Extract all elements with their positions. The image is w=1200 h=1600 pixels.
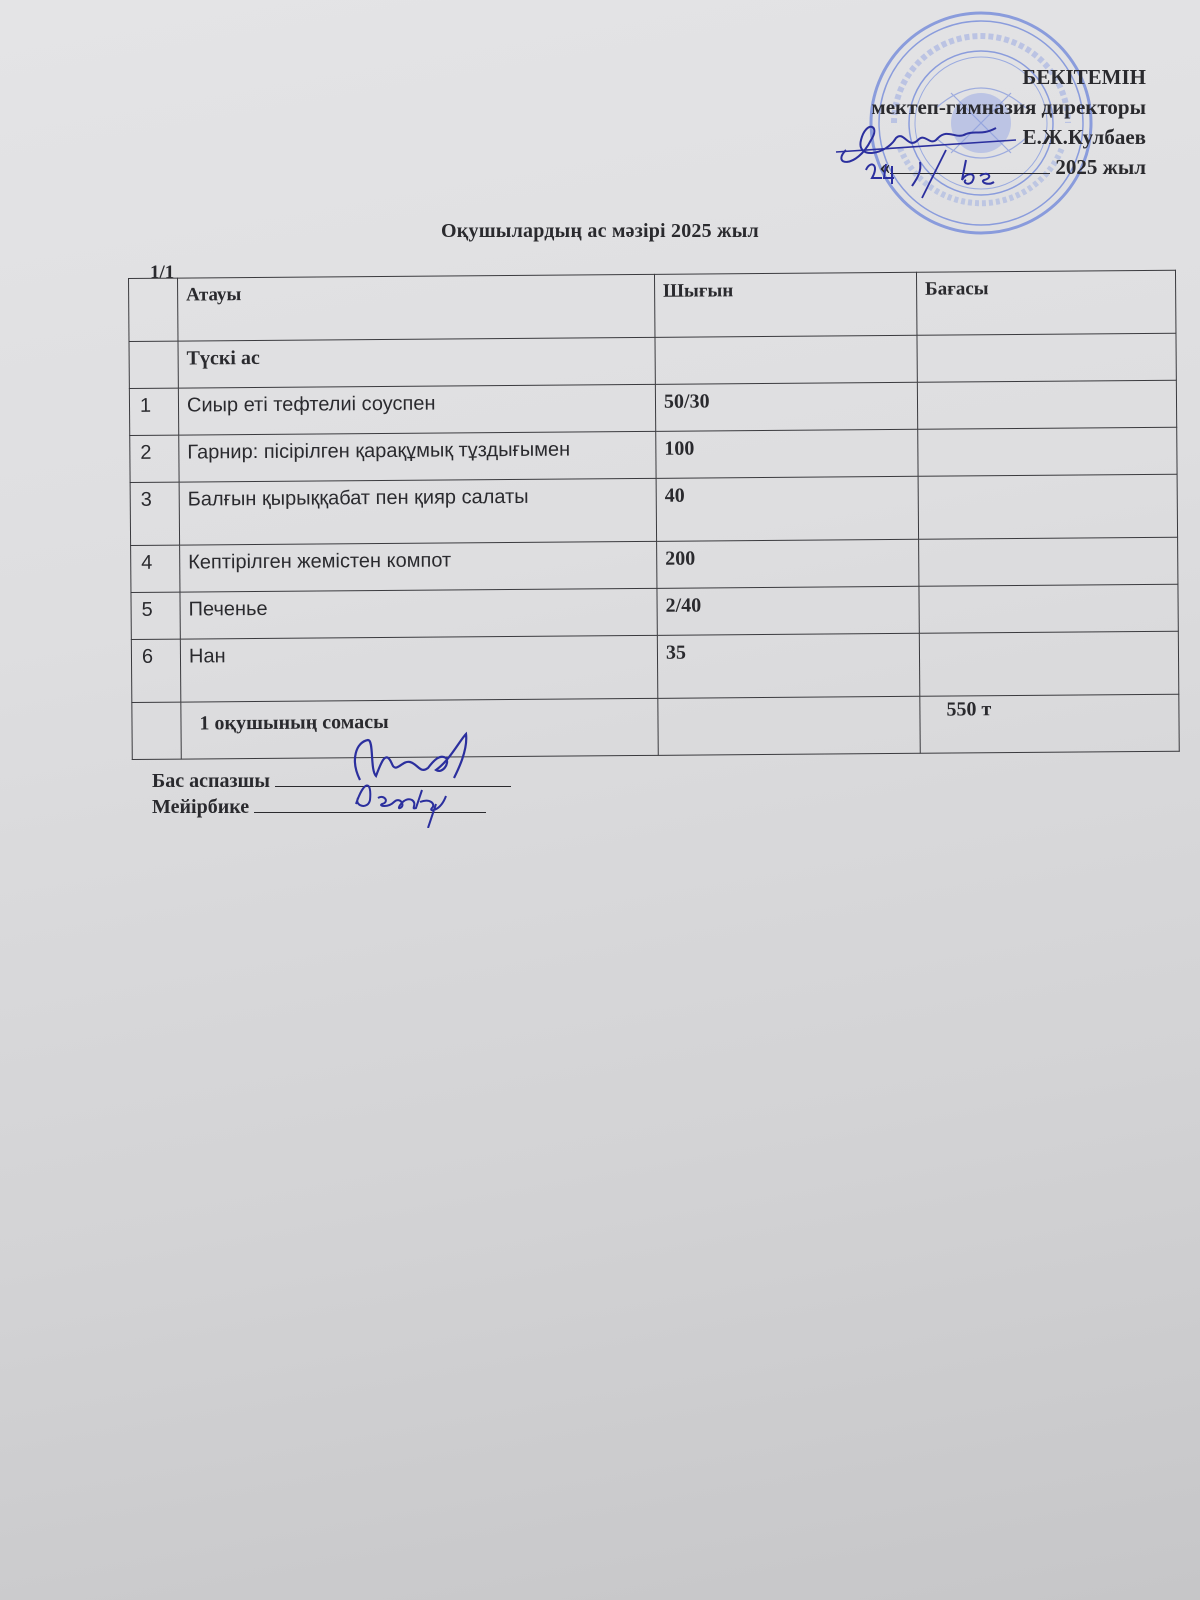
header-output: Шығын	[654, 272, 916, 337]
row-output: 35	[657, 633, 919, 698]
row-output: 50/30	[655, 382, 917, 431]
page-number: 1/1	[150, 262, 175, 283]
header-price: Бағасы	[916, 270, 1175, 335]
row-number: 1	[129, 388, 178, 435]
row-number: 2	[130, 435, 179, 482]
table-row	[130, 474, 1177, 545]
row-number: 6	[131, 639, 180, 702]
section-output-cell	[655, 335, 917, 384]
table-header-row	[129, 270, 1176, 341]
nurse-signature	[350, 776, 460, 828]
table-row	[131, 584, 1178, 639]
date-open-quote: «	[879, 155, 891, 179]
table-row	[129, 380, 1176, 435]
total-output-cell	[658, 696, 920, 755]
row-price	[918, 427, 1177, 476]
handwritten-date	[862, 156, 1022, 196]
row-price	[918, 474, 1177, 539]
row-output: 100	[656, 429, 918, 478]
date-year: 2025 жыл	[1055, 155, 1146, 179]
total-price: 550 т	[920, 694, 1179, 753]
section-price-cell	[917, 333, 1176, 382]
document-title: Оқушылардың ас мәзірі 2025 жыл	[441, 220, 759, 242]
row-price	[919, 584, 1178, 633]
total-label: 1 оқушының сомасы	[181, 698, 658, 759]
approval-title: БЕКІТЕМІН	[1022, 65, 1146, 89]
approval-director-name: Е.Ж.Кулбаев	[1022, 125, 1146, 149]
row-name: Сиыр еті тефтелиі соуспен	[178, 384, 655, 435]
row-name: Гарнир: пісірілген қарақұмық тұздығымен	[179, 431, 656, 482]
row-name: Печенье	[180, 588, 657, 639]
row-number: 3	[130, 482, 179, 545]
chef-label: Бас аспазшы	[152, 770, 271, 792]
row-price	[919, 537, 1178, 586]
menu-table	[128, 270, 1180, 760]
section-label: Түскі ас	[178, 337, 655, 388]
row-name: Нан	[180, 635, 657, 702]
row-output: 2/40	[657, 586, 919, 635]
header-number-cell	[129, 278, 178, 341]
row-price	[919, 631, 1178, 696]
table-row	[130, 427, 1177, 482]
approval-position: мектеп-гимназия директоры	[871, 95, 1146, 119]
row-name: Балғын қырыққабат пен қияр салаты	[179, 478, 656, 545]
header-name: Атауы	[178, 274, 655, 341]
row-price	[917, 380, 1176, 429]
table-row	[131, 631, 1178, 702]
table-row	[131, 537, 1178, 592]
row-output: 40	[656, 476, 918, 541]
section-row	[129, 333, 1176, 388]
row-number: 5	[131, 592, 180, 639]
nurse-label: Мейірбике	[152, 796, 250, 818]
row-output: 200	[657, 539, 919, 588]
total-row	[132, 694, 1179, 759]
section-number-cell	[129, 341, 178, 388]
row-name: Кептірілген жемістен компот	[180, 541, 657, 592]
row-number: 4	[131, 545, 180, 592]
total-number-cell	[132, 702, 181, 759]
